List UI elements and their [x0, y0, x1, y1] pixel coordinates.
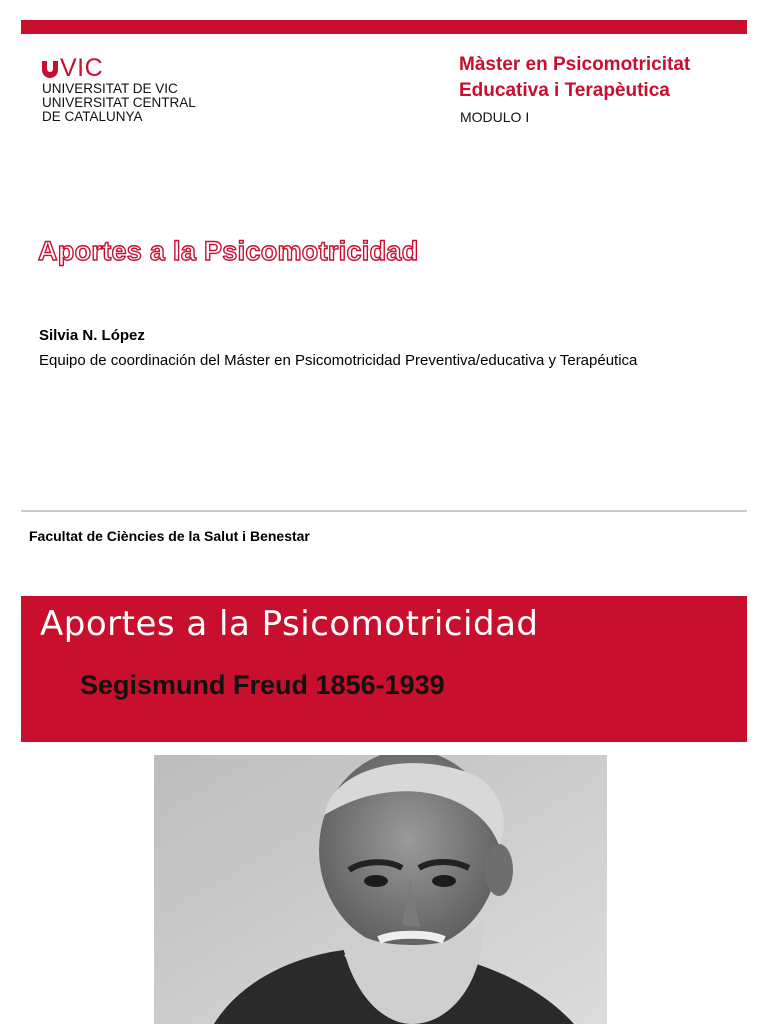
portrait-illustration — [154, 755, 607, 1024]
second-slide-title: Aportes a la Psicomotricidad — [40, 604, 539, 644]
program-title-line-1: Màster en Psicomotricitat — [459, 54, 691, 75]
logo-line-1: UNIVERSITAT DE VIC — [42, 81, 178, 96]
logo-mark — [42, 55, 242, 81]
logo-vic-text: VIC — [60, 54, 104, 82]
faculty-name: Facultat de Ciències de la Salut i Benestar — [29, 528, 310, 544]
second-slide-banner — [21, 596, 747, 742]
slide-title: Aportes a la Psicomotricidad — [38, 236, 419, 266]
top-red-bar — [21, 20, 747, 34]
freud-portrait-photo — [154, 755, 607, 1024]
program-title-line-2: Educativa i Terapèutica — [459, 80, 670, 101]
logo-university-name — [42, 82, 242, 124]
author-name: Silvia N. López — [39, 327, 145, 344]
divider — [21, 510, 747, 512]
logo-line-2: UNIVERSITAT CENTRAL — [42, 95, 196, 110]
logo-line-3: DE CATALUNYA — [42, 109, 143, 124]
logo-u-icon — [42, 61, 58, 78]
program-title — [459, 52, 749, 104]
module-label: MODULO I — [460, 109, 530, 125]
author-affiliation: Equipo de coordinación del Máster en Psicomotricidad Preventiva/educativa y Terapéutica — [39, 352, 638, 369]
second-slide-subtitle: Segismund Freud 1856-1939 — [80, 670, 445, 700]
uvic-logo — [42, 55, 242, 124]
